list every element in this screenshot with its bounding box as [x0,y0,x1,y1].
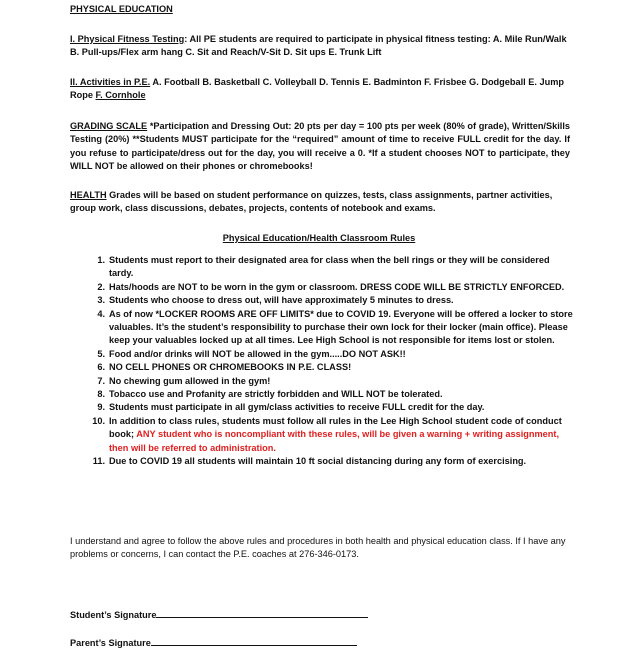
student-signature-row [70,608,368,622]
rule-number: 9. [97,402,105,413]
rule-text: In addition to class rules, students must follow all rules in the Lee High School student code of conduct book; [109,415,562,440]
rule-number: 4. [97,308,105,319]
rule-text: As of now *LOCKER ROOMS ARE OFF LIMITS* due to COVID 19. Everyone will be offered a locker to store valuables. It’s the student’s responsibility to purchase their own lock for their locker (main office). Please keep your valuables locked up at all times. Lee High School is not responsible for items lost or stolen. [109,308,573,346]
health-text: Grades will be based on student performance on quizzes, tests, class assignments, partner activities, group work, class discussions, debates, projects, contents of notebook and exams. [70,190,553,214]
rule-item [92,455,573,468]
student-signature-line[interactable] [156,608,368,618]
rule-number: 8. [97,389,105,400]
rule-item [97,388,573,401]
rules-list [92,254,573,469]
rule-number: 5. [97,348,105,359]
grading-scale-paragraph [70,120,570,174]
fitness-testing-text: : All PE students are required to participate in physical fitness testing: A. Mile Run/Walk B. Pull-ups/Flex arm hang C. Sit and Reach/V-Sit D. Sit ups E. Trunk Lift [70,34,567,58]
rule-item [97,401,573,414]
rule-number: 11. [92,456,105,467]
rule-number: 6. [97,362,105,373]
rule-item [97,348,573,361]
parent-signature-label: Parent’s Signature [70,638,151,648]
rule-item [97,254,573,281]
rule-text: Due to COVID 19 all students will maintain 10 ft social distancing during any form of exercising. [109,456,527,467]
activities-paragraph [70,76,570,103]
grading-scale-heading: GRADING SCALE [70,121,148,131]
rules-title: Physical Education/Health Classroom Rules [222,233,416,243]
rule-text: Hats/hoods are NOT to be worn in the gym or classroom. DRESS CODE WILL BE STRICTLY ENFORCED. [109,281,565,292]
health-heading: HEALTH [70,190,107,200]
rule-number: 7. [97,375,105,386]
rule-text: No chewing gum allowed in the gym! [109,375,271,386]
fitness-testing-paragraph [70,33,570,60]
rule-number: 3. [97,295,105,306]
rule-item [97,281,573,294]
health-paragraph [70,189,570,216]
rule-number: 2. [97,281,105,292]
rule-item [97,308,573,348]
activities-heading: II. Activities in P.E. [70,77,151,87]
agreement-statement: I understand and agree to follow the above rules and procedures in both health and physical education class. If I have any problems or concerns, I can contact the P.E. coaches at 276-346-0173. [70,536,566,560]
rule-text: Students must report to their designated area for class when the bell rings or they will be considered tardy. [109,255,550,279]
parent-signature-row [70,636,357,650]
rule-text: Tobacco use and Profanity are strictly forbidden and WILL NOT be tolerated. [109,389,443,400]
rule-item [97,375,573,388]
grading-scale-text: *Participation and Dressing Out: 20 pts per day = 100 pts per week (80% of grade), Written/Skills Testing (20%) **Students MUST participate for the “required” amount of time to receive FULL credit for the day. If you refuse to participate/dress out for the day, you will receive a 0. *If a student chooses NOT to participate, they WILL NOT be allowed on their phones or chromebooks! [70,121,570,172]
rule-warning-text: ANY student who is noncompliant with these rules, will be given a warning + writing assignment, then will be referred to administration. [109,429,559,453]
rule-text: Students must participate in all gym/class activities to receive FULL credit for the day. [109,402,485,413]
page-title: PHYSICAL EDUCATION [70,4,173,14]
rule-number: 1. [97,255,105,265]
rule-item [97,361,573,374]
rule-text: Students who choose to dress out, will have approximately 5 minutes to dress. [109,295,454,306]
student-signature-label: Student’s Signature [70,610,157,620]
rule-number: 10. [92,415,105,426]
rule-text: Food and/or drinks will NOT be allowed in the gym.....DO NOT ASK!! [109,348,406,359]
rule-item [92,415,573,455]
activities-last-item: F. Cornhole [95,90,146,101]
fitness-testing-heading: I. Physical Fitness Testing [70,34,185,44]
parent-signature-line[interactable] [151,636,357,646]
rule-item [97,294,573,307]
activities-text: A. Football B. Basketball C. Volleyball D. Tennis E. Badminton F. Frisbee G. Dodgeball E. Jump Rope [70,77,565,101]
rule-text: NO CELL PHONES OR CHROMEBOOKS IN P.E. CLASS! [109,362,352,373]
